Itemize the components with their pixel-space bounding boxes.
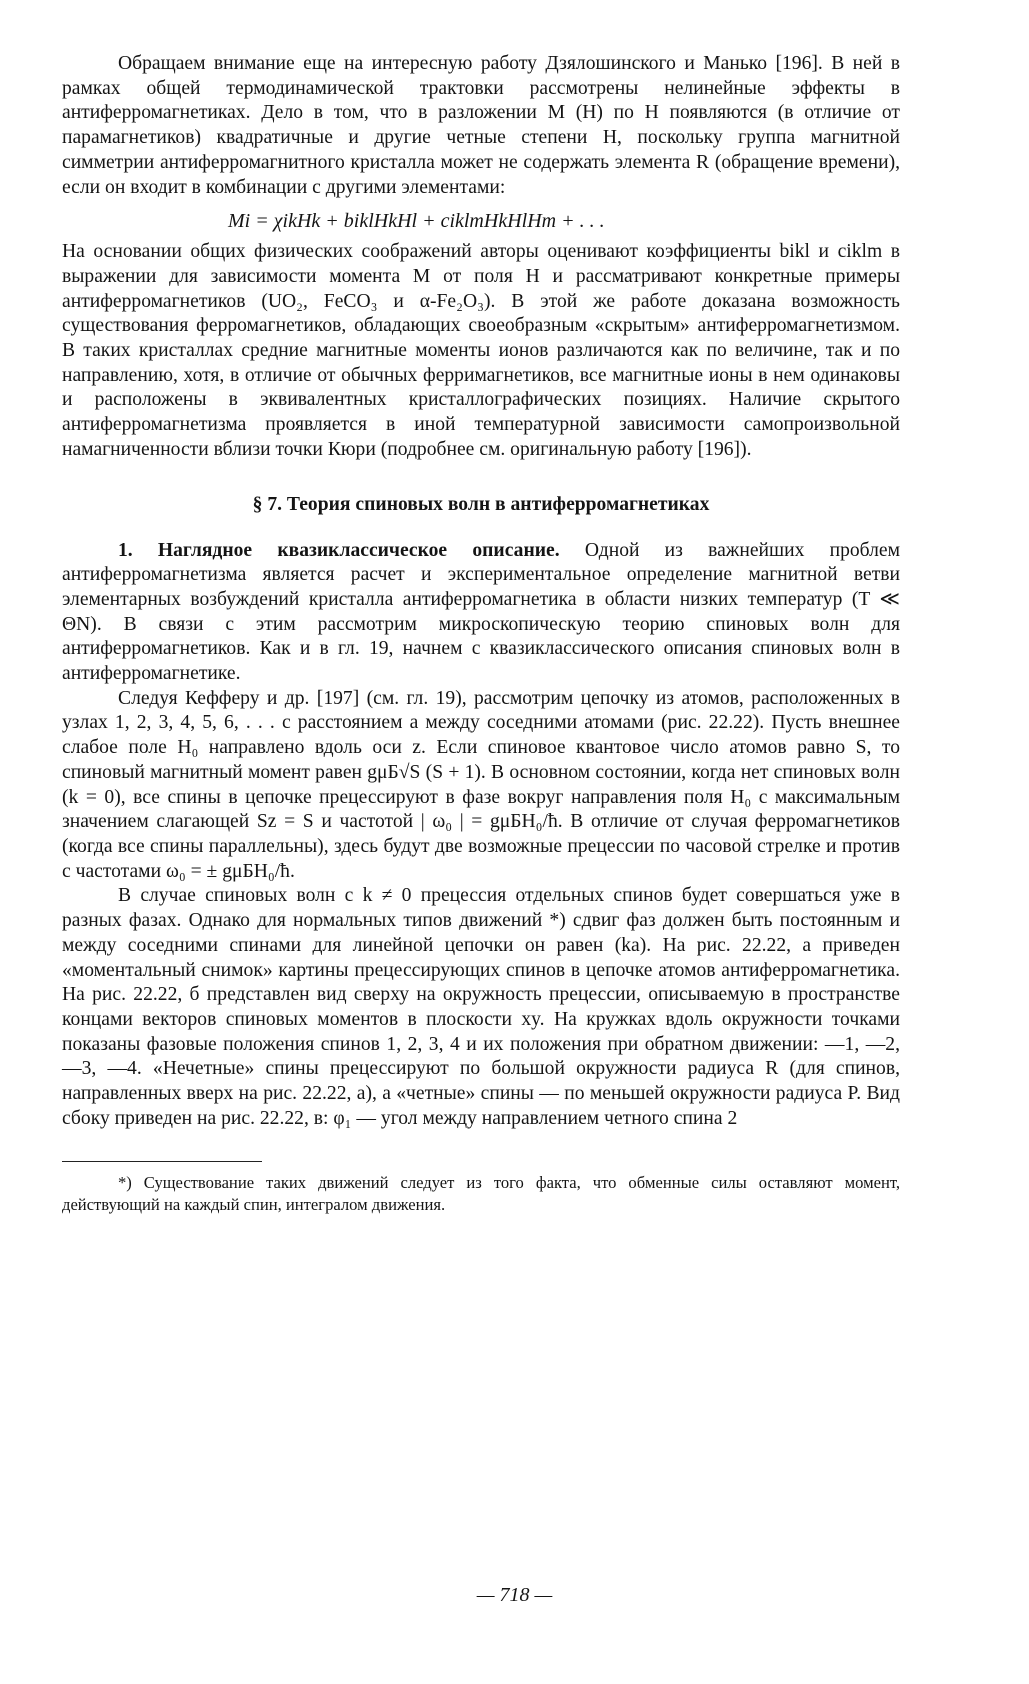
paragraph-3 [62,539,900,687]
page-body [62,52,900,1215]
footnote-rule [62,1161,262,1162]
section-title: § 7. Теория спиновых волн в антиферромагнетиках [252,493,710,515]
formula-magnetization-expansion: Mi = χikHk + biklHkHl + ciklmHkHlHm + . . . [228,210,605,233]
footnote: *) Существование таких движений следует из того факта, что обменные силы оставляют момент, действующий на каждый спин, интегралом движения. [62,1173,900,1214]
paragraph-1: Обращаем внимание еще на интересную работу Дзялошинского и Манько [196]. В ней в рамках общей термодинамической трактовки рассмотрены нелинейные эффекты в антиферромагнетиках. Дело в том, что в разложении M (H) по H появляются (в отличие от парамагнетиков) квадратичные и другие четные степени H, поскольку группа магнитной симметрии антиферромагнитного кристалла может не содержать элемента R (обращение времени), если он входит в комбинации с другими элементами: [62,53,900,198]
subsection-heading: 1. Наглядное квазиклассическое описание. [118,539,560,561]
paragraph-3-text: Одной из важнейших проблем антиферромагнетизма является расчет и экспериментальное определение магнитной ветви элементарных возбуждений кристалла антиферромагнетика в области низких температур (T ≪ ΘN). В связи с этим рассмотрим микроскопическую теорию спиновых волн для антиферромагнетиков. Как и в гл. 19, начнем с квазиклассического описания спиновых волн в антиферромагнетике. [62,539,901,685]
paragraph-5: В случае спиновых волн с k ≠ 0 прецессия отдельных спинов будет совершаться уже в разных фазах. Однако для нормальных типов движений *) сдвиг фаз должен быть постоянным и между соседними спинами для линейной цепочки он равен (ka). На рис. 22.22, а приведен «моментальный снимок» картины прецессирующих спинов в цепочке атомов антиферромагнетика. На рис. 22.22, б представлен вид сверху на окружность прецессии, описываемую в пространстве концами векторов спиновых моментов в плоскости xy. На кружках вдоль окружности точками показаны фазовые положения спинов 1, 2, 3, 4 и их положения при обратном движении: —1, —2, —3, —4. «Нечетные» спины прецессируют по большой окружности радиуса R (для спинов, направленных вверх на рис. 22.22, а), а «четные» спины — по меньшей окружности радиуса P. Вид сбоку приведен на рис. 22.22, в: φ₁ — угол между направлением четного спина 2 [62,885,900,1129]
page-number: — 718 — [476,1584,553,1606]
paragraph-2: На основании общих физических соображений авторы оценивают коэффициенты bikl и ciklm в выражении для зависимости момента M от поля H и рассматривают конкретные примеры антиферромагнетиков (UO₂, FeCO₃ и α-Fe₂O₃). В этой же работе доказана возможность существования ферромагнетиков, обладающих своеобразным «скрытым» антиферромагнетизмом. В таких кристаллах средние магнитные моменты ионов различаются как по величине, так и по направлению, хотя, в отличие от обычных ферримагнетиков, все магнитные ионы в нем одинаковы и расположены в эквивалентных кристаллографических позициях. Наличие скрытого антиферромагнетизма проявляется в иной температурной зависимости самопроизвольной намагниченности вблизи точки Кюри (подробнее см. оригинальную работу [196]). [62,241,900,460]
paragraph-4: Следуя Кефферу и др. [197] (см. гл. 19), рассмотрим цепочку из атомов, расположенных в узлах 1, 2, 3, 4, 5, 6, . . . с расстоянием a между соседними атомами (рис. 22.22). Пусть внешнее слабое поле H₀ направлено вдоль оси z. Если спиновое квантовое число атомов равно S, то спиновый магнитный момент равен gμБ√S (S + 1). В основном состоянии, когда нет спиновых волн (k = 0), все спины в цепочке прецессируют в фазе вокруг направления поля H₀ с максимальным значением слагающей Sz = S и частотой | ω₀ | = gμБH₀/ħ. В отличие от случая ферромагнетиков (когда все спины параллельны), здесь будут две возможные прецессии по часовой стрелке и против с частотами ω₀ = ± gμБH₀/ħ. [62,687,900,882]
